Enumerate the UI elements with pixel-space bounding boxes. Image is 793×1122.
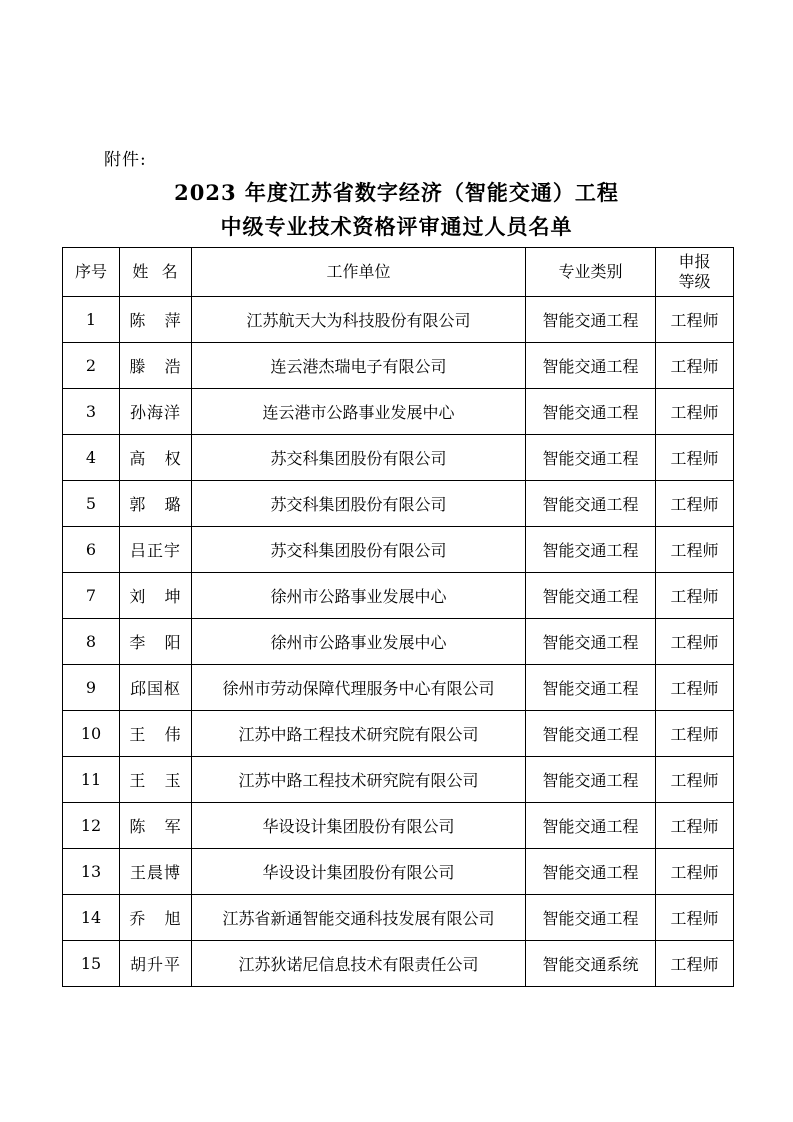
cell-specialty: 智能交通工程 xyxy=(526,481,656,527)
table-row xyxy=(63,757,734,803)
cell-specialty: 智能交通工程 xyxy=(526,389,656,435)
cell-name: 高 权 xyxy=(120,435,192,481)
cell-unit: 江苏狄诺尼信息技术有限责任公司 xyxy=(192,941,526,987)
table-row xyxy=(63,527,734,573)
cell-specialty: 智能交通工程 xyxy=(526,435,656,481)
cell-name: 滕 浩 xyxy=(120,343,192,389)
document-title-line-1: 2023 年度江苏省数字经济（智能交通）工程 xyxy=(174,180,619,205)
cell-level: 工程师 xyxy=(656,435,734,481)
cell-no: 9 xyxy=(63,665,120,711)
cell-specialty: 智能交通工程 xyxy=(526,895,656,941)
table-body xyxy=(63,297,734,987)
cell-name: 吕正宇 xyxy=(120,527,192,573)
table-row xyxy=(63,895,734,941)
document-title-line-2: 中级专业技术资格评审通过人员名单 xyxy=(220,214,573,239)
cell-no: 13 xyxy=(63,849,120,895)
table-row xyxy=(63,941,734,987)
cell-unit: 徐州市公路事业发展中心 xyxy=(192,619,526,665)
table-row xyxy=(63,573,734,619)
cell-specialty: 智能交通工程 xyxy=(526,803,656,849)
cell-no: 14 xyxy=(63,895,120,941)
column-header-name-text: 姓 名 xyxy=(132,262,179,281)
cell-no: 11 xyxy=(63,757,120,803)
cell-unit: 江苏航天大为科技股份有限公司 xyxy=(192,297,526,343)
column-header-specialty: 专业类别 xyxy=(526,248,656,297)
cell-specialty: 智能交通工程 xyxy=(526,849,656,895)
cell-level: 工程师 xyxy=(656,297,734,343)
column-header-level-line2: 等级 xyxy=(678,272,711,291)
cell-unit: 苏交科集团股份有限公司 xyxy=(192,481,526,527)
cell-name: 王晨博 xyxy=(120,849,192,895)
cell-level: 工程师 xyxy=(656,803,734,849)
cell-specialty: 智能交通工程 xyxy=(526,619,656,665)
cell-no: 3 xyxy=(63,389,120,435)
cell-specialty: 智能交通工程 xyxy=(526,573,656,619)
cell-unit: 江苏中路工程技术研究院有限公司 xyxy=(192,711,526,757)
cell-unit: 连云港市公路事业发展中心 xyxy=(192,389,526,435)
cell-unit: 华设设计集团股份有限公司 xyxy=(192,803,526,849)
cell-name: 邱国枢 xyxy=(120,665,192,711)
cell-level: 工程师 xyxy=(656,527,734,573)
cell-no: 8 xyxy=(63,619,120,665)
table-row xyxy=(63,389,734,435)
cell-specialty: 智能交通工程 xyxy=(526,343,656,389)
cell-level: 工程师 xyxy=(656,343,734,389)
cell-level: 工程师 xyxy=(656,849,734,895)
cell-name: 乔 旭 xyxy=(120,895,192,941)
cell-name: 陈 萍 xyxy=(120,297,192,343)
table-row xyxy=(63,435,734,481)
column-header-name xyxy=(120,248,192,297)
cell-name: 郭 璐 xyxy=(120,481,192,527)
cell-level: 工程师 xyxy=(656,665,734,711)
cell-level: 工程师 xyxy=(656,389,734,435)
cell-specialty: 智能交通工程 xyxy=(526,757,656,803)
table-row xyxy=(63,343,734,389)
table-row xyxy=(63,481,734,527)
cell-name: 王 玉 xyxy=(120,757,192,803)
cell-name: 李 阳 xyxy=(120,619,192,665)
cell-level: 工程师 xyxy=(656,757,734,803)
table-row xyxy=(63,849,734,895)
column-header-level-line1: 申报 xyxy=(678,252,711,271)
column-header-level xyxy=(656,248,734,297)
column-header-no: 序号 xyxy=(63,248,120,297)
cell-level: 工程师 xyxy=(656,573,734,619)
table-row xyxy=(63,803,734,849)
cell-level: 工程师 xyxy=(656,711,734,757)
cell-unit: 华设设计集团股份有限公司 xyxy=(192,849,526,895)
cell-name: 刘 坤 xyxy=(120,573,192,619)
cell-name: 孙海洋 xyxy=(120,389,192,435)
cell-unit: 江苏中路工程技术研究院有限公司 xyxy=(192,757,526,803)
cell-name: 胡升平 xyxy=(120,941,192,987)
table-row xyxy=(63,619,734,665)
cell-specialty: 智能交通工程 xyxy=(526,711,656,757)
column-header-unit: 工作单位 xyxy=(192,248,526,297)
personnel-table xyxy=(62,247,734,987)
table-row xyxy=(63,711,734,757)
cell-unit: 江苏省新通智能交通科技发展有限公司 xyxy=(192,895,526,941)
cell-unit: 徐州市劳动保障代理服务中心有限公司 xyxy=(192,665,526,711)
cell-level: 工程师 xyxy=(656,895,734,941)
cell-no: 5 xyxy=(63,481,120,527)
cell-no: 10 xyxy=(63,711,120,757)
cell-level: 工程师 xyxy=(656,941,734,987)
cell-unit: 苏交科集团股份有限公司 xyxy=(192,435,526,481)
cell-specialty: 智能交通工程 xyxy=(526,665,656,711)
table-row xyxy=(63,297,734,343)
cell-level: 工程师 xyxy=(656,619,734,665)
cell-unit: 连云港杰瑞电子有限公司 xyxy=(192,343,526,389)
cell-specialty: 智能交通工程 xyxy=(526,297,656,343)
cell-unit: 苏交科集团股份有限公司 xyxy=(192,527,526,573)
cell-no: 4 xyxy=(63,435,120,481)
cell-level: 工程师 xyxy=(656,481,734,527)
cell-specialty: 智能交通系统 xyxy=(526,941,656,987)
table-row xyxy=(63,665,734,711)
cell-no: 6 xyxy=(63,527,120,573)
cell-unit: 徐州市公路事业发展中心 xyxy=(192,573,526,619)
cell-specialty: 智能交通工程 xyxy=(526,527,656,573)
cell-no: 12 xyxy=(63,803,120,849)
cell-no: 1 xyxy=(63,297,120,343)
cell-name: 陈 军 xyxy=(120,803,192,849)
attachment-label: 附件: xyxy=(104,150,147,170)
cell-name: 王 伟 xyxy=(120,711,192,757)
cell-no: 7 xyxy=(63,573,120,619)
cell-no: 15 xyxy=(63,941,120,987)
cell-no: 2 xyxy=(63,343,120,389)
table-header-row xyxy=(63,248,734,297)
